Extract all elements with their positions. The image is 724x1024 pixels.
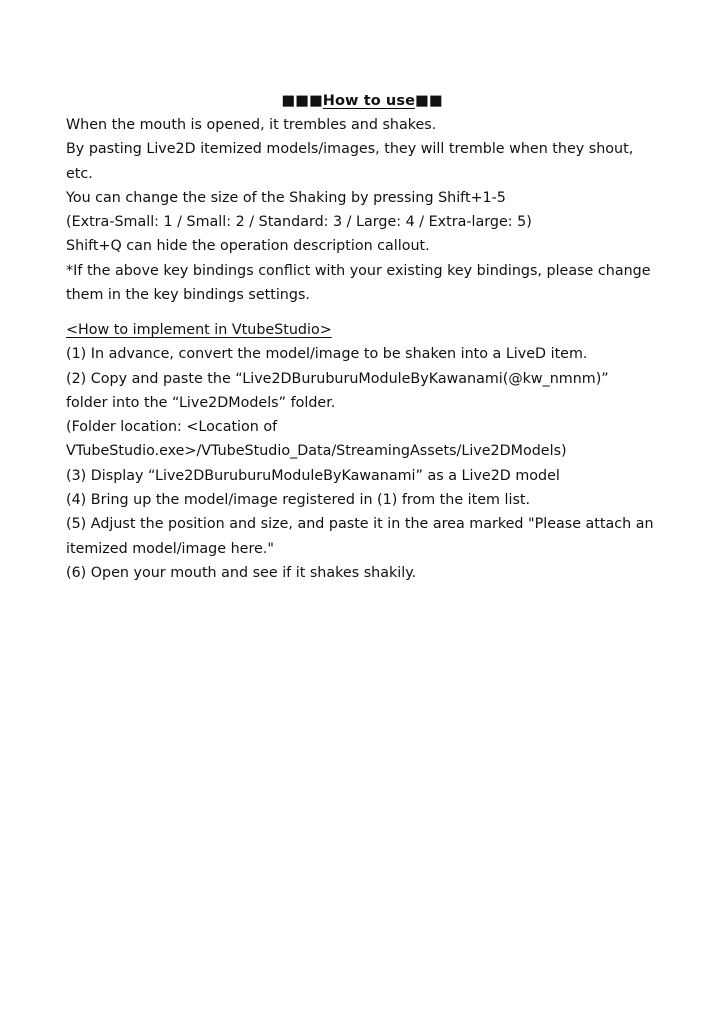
implement-line: folder into the “Live2DModels” folder. bbox=[66, 394, 336, 411]
usage-line: When the mouth is opened, it trembles and shakes. bbox=[66, 117, 437, 133]
implement-line: VTubeStudio.exe>/VTubeStudio_Data/StreamingAssets/Live2DModels) bbox=[66, 443, 567, 460]
page-title bbox=[0, 91, 724, 111]
usage-line: them in the key bindings settings. bbox=[66, 287, 310, 304]
implement-line: (Folder location: <Location of bbox=[66, 419, 278, 436]
usage-line: By pasting Live2D itemized models/images, they will tremble when they shout, bbox=[66, 141, 634, 158]
implement-line: (6) Open your mouth and see if it shakes shakily. bbox=[66, 564, 417, 581]
usage-line: You can change the size of the Shaking by pressing Shift+1-5 bbox=[66, 189, 506, 206]
title-marks-left: ■■■ bbox=[281, 93, 323, 109]
title-text: How to use bbox=[322, 93, 416, 109]
implement-line: (1) In advance, convert the model/image to be shaken into a LiveD item. bbox=[66, 346, 588, 363]
title-marks-right: ■■ bbox=[415, 93, 443, 109]
usage-line: etc. bbox=[66, 165, 93, 182]
usage-line: Shift+Q can hide the operation description callout. bbox=[66, 238, 430, 255]
implement-line: (5) Adjust the position and size, and paste it in the area marked "Please attach an bbox=[66, 516, 654, 533]
implement-line: (4) Bring up the model/image registered in (1) from the item list. bbox=[66, 492, 531, 509]
implement-line: (3) Display “Live2DBuruburuModuleByKawanami” as a Live2D model bbox=[66, 467, 560, 484]
implement-line: itemized model/image here." bbox=[66, 540, 274, 557]
implement-line: (2) Copy and paste the “Live2DBuruburuModuleByKawanami(@kw_nmnm)” bbox=[66, 370, 609, 387]
usage-section bbox=[66, 113, 666, 307]
usage-line: *If the above key bindings conflict with your existing key bindings, please change bbox=[66, 262, 651, 279]
implement-section bbox=[66, 318, 666, 585]
implement-heading: <How to implement in VtubeStudio> bbox=[66, 322, 332, 338]
usage-line: (Extra-Small: 1 / Small: 2 / Standard: 3 / Large: 4 / Extra-large: 5) bbox=[66, 214, 532, 231]
